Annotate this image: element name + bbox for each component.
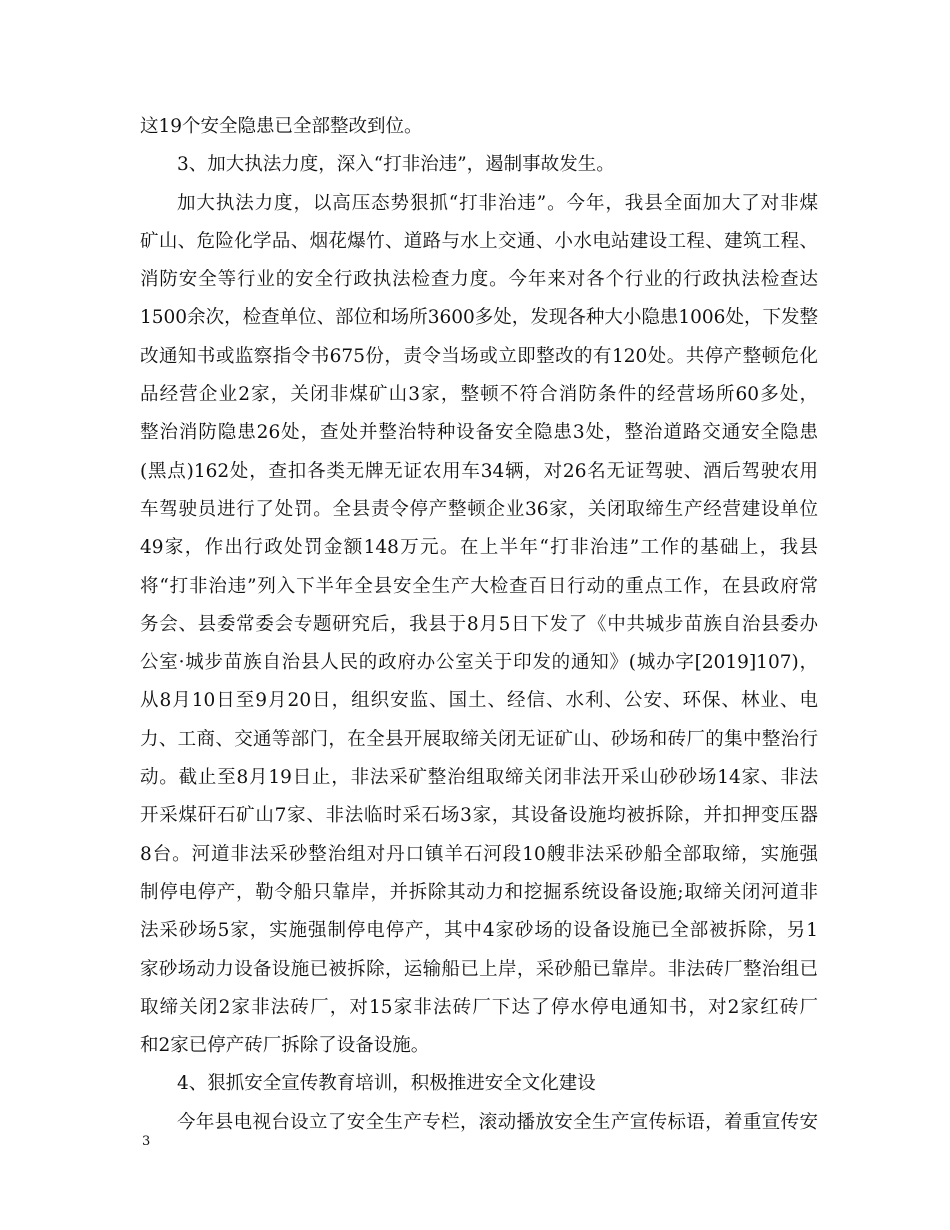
text-line: 从8月10日至9月20日，组织安监、国土、经信、水利、公安、环保、林业、电 [140, 690, 818, 712]
text-line: 这19个安全隐患已全部整改到位。 [140, 116, 423, 137]
text-line: 将“打非治违”列入下半年全县安全生产大检查百日行动的重点工作，在县政府常 [140, 575, 818, 597]
text-line: 矿山、危险化学品、烟花爆竹、道路与水上交通、小水电站建设工程、建筑工程、 [140, 230, 818, 252]
body-text [140, 108, 818, 1142]
text-line: 整治消防隐患26处，查处并整治特种设备安全隐患3处，整治道路交通安全隐患 [140, 422, 818, 444]
text-line: 8台。河道非法采砂整治组对丹口镇羊石河段10艘非法采砂船全部取缔，实施强 [140, 843, 818, 865]
text-line: 改通知书或监察指令书675份，责令当场或立即整改的有120处。共停产整顿危化 [140, 345, 818, 367]
text-line: 家砂场动力设备设施已被拆除，运输船已上岸，采砂船已靠岸。非法砖厂整治组已 [140, 958, 818, 980]
text-line: 车驾驶员进行了处罚。全县责令停产整顿企业36家，关闭取缔生产经营建设单位 [140, 498, 818, 520]
page-number: 3 [142, 1134, 151, 1149]
text-line: 动。截止至8月19日止，非法采矿整治组取缔关闭非法开采山砂砂场14家、非法 [140, 767, 818, 789]
text-line: 消防安全等行业的安全行政执法检查力度。今年来对各个行业的行政执法检查达 [140, 269, 818, 291]
text-line: 和2家已停产砖厂拆除了设备设施。 [140, 1035, 430, 1057]
text-line: 制停电停产，勒令船只靠岸，并拆除其动力和挖掘系统设备设施;取缔关闭河道非 [140, 881, 818, 903]
text-line: 力、工商、交通等部门，在全县开展取缔关闭无证矿山、砂场和砖厂的集中整治行 [140, 728, 818, 750]
section-heading-4: 4、狠抓安全宣传教育培训，积极推进安全文化建设 [177, 1073, 596, 1095]
text-line: 法采砂场5家，实施强制停电停产，其中4家砂场的设备设施已全部被拆除，另1 [140, 920, 818, 942]
text-line: 务会、县委常委会专题研究后，我县于8月5日下发了《中共城步苗族自治县委办 [140, 613, 818, 635]
text-line: 今年县电视台设立了安全生产专栏，滚动播放安全生产宣传标语，着重宣传安 [177, 1111, 818, 1133]
text-line: 加大执法力度，以高压态势狠抓“打非治违”。今年，我县全面加大了对非煤 [177, 192, 818, 214]
text-line: 49家，作出行政处罚金额148万元。在上半年“打非治违”工作的基础上，我县 [140, 537, 818, 559]
text-line: 公室·城步苗族自治县人民的政府办公室关于印发的通知》(城办字[2019]107)， [140, 652, 818, 674]
text-line: 1500余次，检查单位、部位和场所3600多处，发现各种大小隐患1006处，下发整 [140, 307, 818, 329]
text-line: 开采煤矸石矿山7家、非法临时采石场3家，其设备设施均被拆除，并扣押变压器 [140, 805, 818, 827]
text-line: 取缔关闭2家非法砖厂，对15家非法砖厂下达了停水停电通知书，对2家红砖厂 [140, 996, 818, 1018]
text-line: (黑点)162处，查扣各类无牌无证农用车34辆，对26名无证驾驶、酒后驾驶农用 [140, 460, 818, 482]
section-heading-3: 3、加大执法力度，深入“打非治违”，遏制事故发生。 [177, 154, 615, 176]
text-line: 品经营企业2家，关闭非煤矿山3家，整顿不符合消防条件的经营场所60多处， [140, 384, 818, 406]
